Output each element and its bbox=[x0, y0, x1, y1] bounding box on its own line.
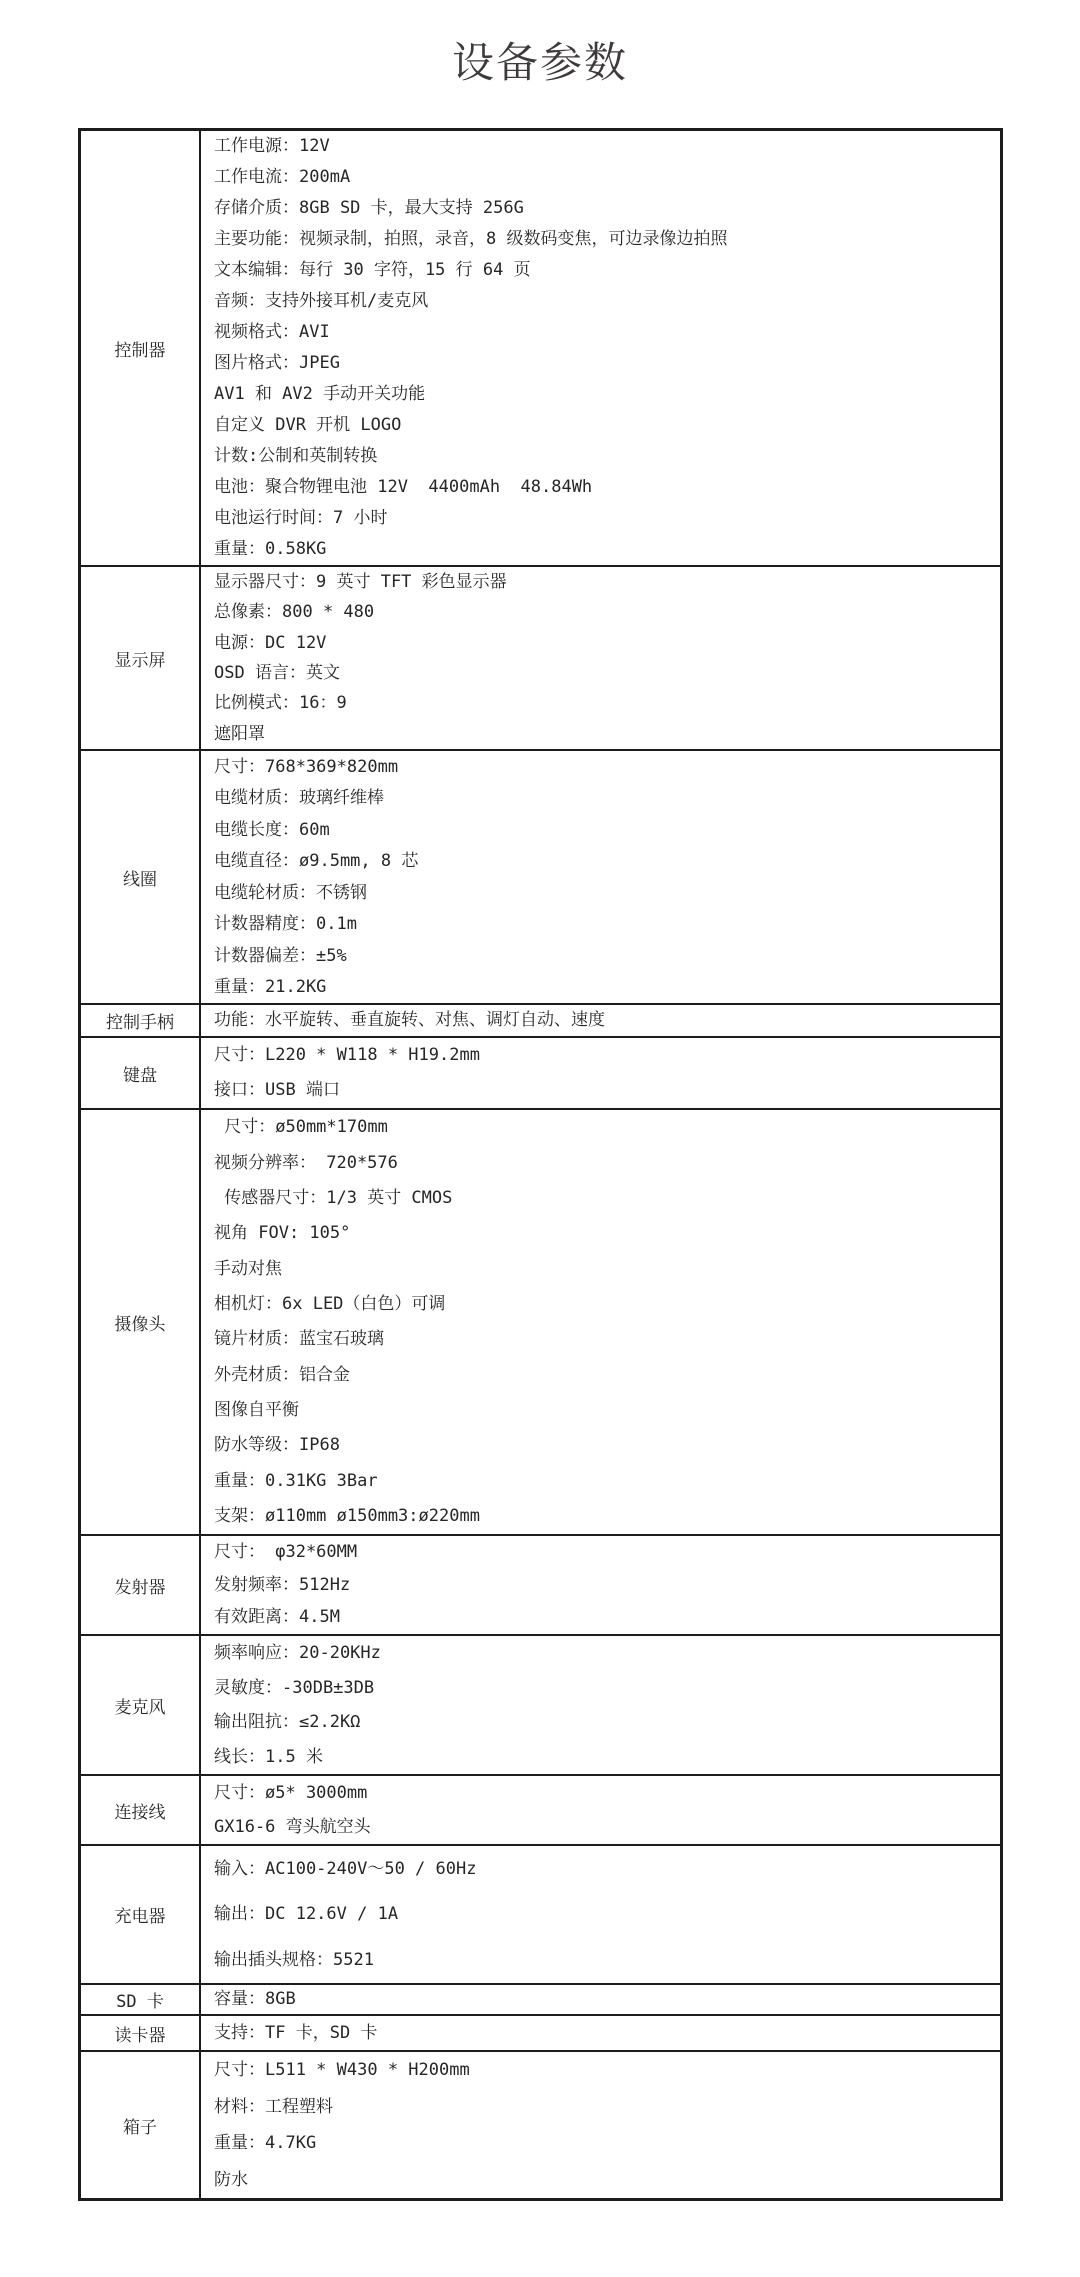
category-label: 连接线 bbox=[81, 1776, 201, 1844]
spec-line: 工作电流：200mA bbox=[214, 167, 351, 188]
spec-cell bbox=[201, 1985, 1000, 2014]
spec-line: 计数:公制和英制转换 bbox=[214, 446, 378, 467]
spec-line: 图像自平衡 bbox=[214, 1400, 299, 1421]
spec-line: 防水 bbox=[214, 2169, 248, 2190]
spec-line: 尺寸：ø50mm*170mm bbox=[214, 1117, 388, 1138]
spec-line: 灵敏度：-30DB±3DB bbox=[214, 1677, 375, 1698]
spec-table bbox=[78, 128, 1003, 2201]
spec-line: 音频：支持外接耳机/麦克风 bbox=[214, 291, 429, 312]
spec-cell bbox=[201, 1110, 1000, 1534]
spec-line: 电源：DC 12V bbox=[214, 632, 327, 653]
table-row bbox=[81, 1776, 1000, 1846]
spec-line: 视频格式：AVI bbox=[214, 322, 330, 343]
spec-line: 重量：0.31KG 3Bar bbox=[214, 1470, 378, 1491]
table-row bbox=[81, 1636, 1000, 1776]
spec-line: 发射频率：512Hz bbox=[214, 1574, 351, 1595]
spec-line: 支持：TF 卡，SD 卡 bbox=[214, 2022, 378, 2043]
spec-cell bbox=[201, 2016, 1000, 2050]
spec-line: 电缆材质：玻璃纤维棒 bbox=[214, 788, 384, 809]
spec-line: 文本编辑：每行 30 字符，15 行 64 页 bbox=[214, 260, 531, 281]
spec-cell bbox=[201, 1005, 1000, 1036]
category-label: 键盘 bbox=[81, 1038, 201, 1108]
spec-cell bbox=[201, 131, 1000, 565]
spec-line: 重量：4.7KG bbox=[214, 2133, 317, 2154]
spec-line: 传感器尺寸：1/3 英寸 CMOS bbox=[214, 1188, 453, 1209]
spec-line: 电缆轮材质：不锈钢 bbox=[214, 882, 367, 903]
spec-line: 支架：ø110mm ø150mm3:ø220mm bbox=[214, 1506, 480, 1527]
spec-line: 输出：DC 12.6V / 1A bbox=[214, 1904, 399, 1925]
spec-line: 输出插头规格：5521 bbox=[214, 1949, 374, 1970]
table-row bbox=[81, 751, 1000, 1005]
spec-cell bbox=[201, 1536, 1000, 1634]
spec-line: 功能：水平旋转、垂直旋转、对焦、调灯自动、速度 bbox=[214, 1010, 605, 1031]
spec-line: 外壳材质：铝合金 bbox=[214, 1364, 350, 1385]
category-label: 充电器 bbox=[81, 1846, 201, 1983]
spec-line: 尺寸：L511 * W430 * H200mm bbox=[214, 2060, 470, 2081]
category-label: 麦克风 bbox=[81, 1636, 201, 1774]
spec-line: 显示器尺寸：9 英寸 TFT 彩色显示器 bbox=[214, 571, 507, 592]
spec-line: 尺寸： φ32*60MM bbox=[214, 1542, 358, 1563]
table-row bbox=[81, 1110, 1000, 1536]
spec-line: 防水等级：IP68 bbox=[214, 1435, 340, 1456]
category-label: 读卡器 bbox=[81, 2016, 201, 2050]
table-row bbox=[81, 1038, 1000, 1110]
spec-cell bbox=[201, 2052, 1000, 2198]
page-title: 设备参数 bbox=[451, 38, 628, 87]
spec-line: 容量：8GB bbox=[214, 1989, 296, 2010]
spec-cell bbox=[201, 1636, 1000, 1774]
spec-cell bbox=[201, 1776, 1000, 1844]
spec-line: GX16-6 弯头航空头 bbox=[214, 1816, 371, 1837]
spec-line: 重量：21.2KG bbox=[214, 977, 327, 998]
spec-line: 线长：1.5 米 bbox=[214, 1746, 323, 1767]
spec-line: 自定义 DVR 开机 LOGO bbox=[214, 415, 402, 436]
category-label: 摄像头 bbox=[81, 1110, 201, 1534]
spec-line: 工作电源：12V bbox=[214, 136, 330, 157]
spec-line: 尺寸：768*369*820mm bbox=[214, 756, 399, 777]
spec-line: 尺寸：L220 * W118 * H19.2mm bbox=[214, 1045, 480, 1066]
spec-line: 电池：聚合物锂电池 12V 4400mAh 48.84Wh bbox=[214, 477, 593, 498]
spec-line: 计数器偏差：±5% bbox=[214, 945, 347, 966]
spec-line: 电缆长度：60m bbox=[214, 819, 330, 840]
spec-line: 输入：AC100-240V〜50 / 60Hz bbox=[214, 1858, 477, 1879]
spec-line: 图片格式：JPEG bbox=[214, 353, 340, 374]
category-label: 控制手柄 bbox=[81, 1005, 201, 1036]
spec-line: 镜片材质：蓝宝石玻璃 bbox=[214, 1329, 384, 1350]
spec-line: 材料：工程塑料 bbox=[214, 2096, 333, 2117]
spec-cell bbox=[201, 1038, 1000, 1108]
spec-line: 有效距离：4.5M bbox=[214, 1607, 340, 1628]
table-row bbox=[81, 2052, 1000, 2198]
table-row bbox=[81, 1846, 1000, 1985]
spec-line: 电缆直径：ø9.5mm, 8 芯 bbox=[214, 851, 419, 872]
spec-line: 主要功能：视频录制，拍照，录音，8 级数码变焦，可边录像边拍照 bbox=[214, 229, 728, 250]
spec-cell bbox=[201, 567, 1000, 749]
spec-line: 比例模式：16：9 bbox=[214, 693, 347, 714]
spec-line: 手动对焦 bbox=[214, 1258, 282, 1279]
spec-line: 计数器精度：0.1m bbox=[214, 914, 357, 935]
table-row bbox=[81, 1985, 1000, 2016]
spec-line: 相机灯：6x LED（白色）可调 bbox=[214, 1294, 446, 1315]
table-row bbox=[81, 567, 1000, 751]
spec-line: 遮阳罩 bbox=[214, 723, 265, 744]
category-label: 箱子 bbox=[81, 2052, 201, 2198]
spec-line: 存储介质：8GB SD 卡，最大支持 256G bbox=[214, 198, 524, 219]
spec-line: 视频分辨率： 720*576 bbox=[214, 1152, 398, 1173]
spec-line: 尺寸：ø5* 3000mm bbox=[214, 1782, 368, 1803]
spec-line: 电池运行时间：7 小时 bbox=[214, 508, 388, 529]
category-label: 发射器 bbox=[81, 1536, 201, 1634]
category-label: SD 卡 bbox=[81, 1985, 201, 2014]
spec-cell bbox=[201, 1846, 1000, 1983]
spec-line: 视角 FOV: 105° bbox=[214, 1223, 351, 1244]
spec-line: 频率响应：20-20KHz bbox=[214, 1643, 381, 1664]
table-row bbox=[81, 131, 1000, 567]
category-label: 显示屏 bbox=[81, 567, 201, 749]
table-row bbox=[81, 1005, 1000, 1038]
spec-line: 总像素：800 * 480 bbox=[214, 602, 375, 623]
spec-line: OSD 语言：英文 bbox=[214, 662, 340, 683]
table-row bbox=[81, 2016, 1000, 2052]
table-row bbox=[81, 1536, 1000, 1636]
spec-line: 重量：0.58KG bbox=[214, 539, 327, 560]
spec-cell bbox=[201, 751, 1000, 1003]
spec-line: 接口：USB 端口 bbox=[214, 1080, 340, 1101]
category-label: 线圈 bbox=[81, 751, 201, 1003]
category-label: 控制器 bbox=[81, 131, 201, 565]
spec-line: 输出阻抗：≤2.2KΩ bbox=[214, 1712, 361, 1733]
spec-line: AV1 和 AV2 手动开关功能 bbox=[214, 384, 426, 405]
